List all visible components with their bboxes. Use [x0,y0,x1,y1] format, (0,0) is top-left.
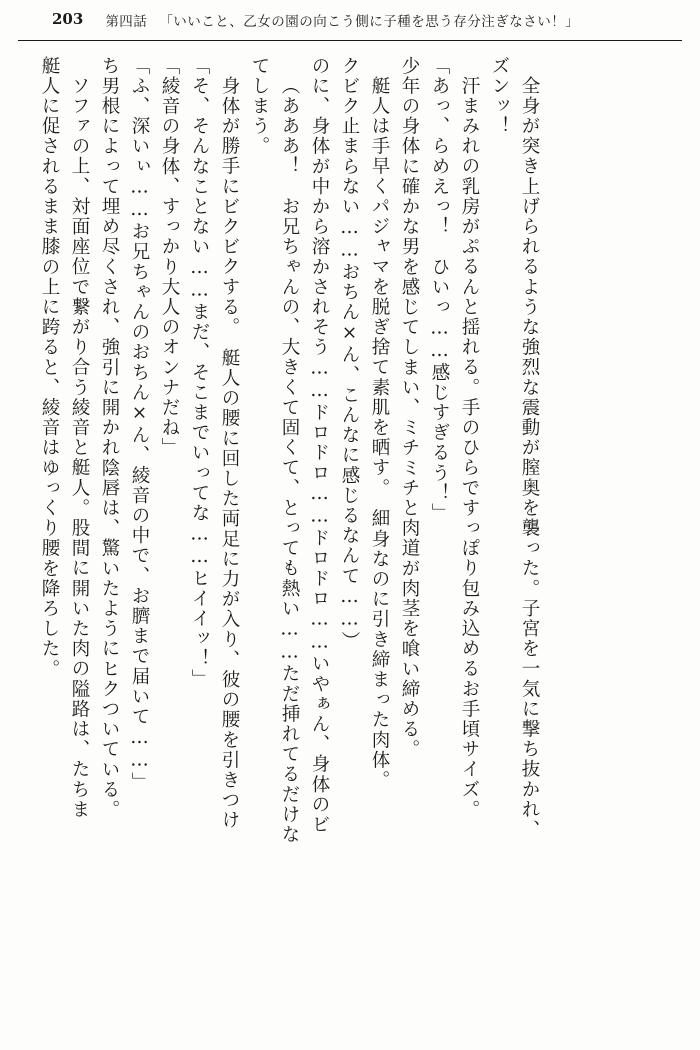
page-number: 203 [52,10,84,28]
text-column: 「そ、そんなことない……まだ、そこまでいってな……ヒイイッ！」 [189,56,210,690]
chapter-title: 「いいこと、乙女の園の向こう側に子種を思う存分注ぎなさい！」 [159,14,580,30]
text-column: 汗まみれの乳房がぷるんと揺れる。手のひらですっぽり包み込めるお手頃サイズ。 [459,76,480,820]
header-divider [18,40,682,41]
text-column: 艇人に促されるまま膝の上に跨ると、綾音はゆっくり腰を降ろした。 [39,56,60,680]
text-column: （あああ！ お兄ちゃんの、大きくて固くて、とっても熱い……ただ挿れてるだけな [279,76,300,845]
chapter-label: 第四話 [105,14,148,30]
text-column: 身体が勝手にビクビクする。 艇人の腰に回した両足に力が入り、彼の腰を引きつけ [219,76,240,831]
text-column: のに、身体が中から溶かされそう……ドロドロ……ドロドロ……いやぁん、身体のビ [309,56,330,835]
vertical-text-body [28,56,676,1024]
text-column: ち男根によって埋め尽くされ、強引に開かれ陰唇は、驚いたようにヒクついている。 [99,56,120,820]
text-column: ズンッ！ [489,56,510,137]
text-column: 「ふ、深いぃ……お兄ちゃんのおちん×ん、綾音の中で、お臍まで届いて……」 [129,56,150,793]
page-header [0,10,700,38]
text-column: ソファの上、対面座位で繋がり合う綾音と艇人。股間に開いた肉の隘路は、たちま [69,76,90,820]
text-column: クビク止まらない……おちん×ん、こんなに感じるなんて……） [339,56,360,652]
text-column: 少年の身体に確かな男を感じてしまい、ミチミチと肉道が肉茎を喰い締める。 [399,56,420,760]
text-column: 「綾音の身体、すっかり大人のオンナだね」 [159,56,180,458]
text-column: 全身が突き上げられるような強烈な震動が膣奥を襲った。子宮を一気に撃ち抜かれ、 [519,76,540,840]
text-column: てしまう。 [249,56,270,157]
text-column: 艇人は手早くパジャマを脱ぎ捨て素肌を晒す。 細身なのに引き締まった肉体。 [369,76,390,791]
text-column: 「あっ、らめえっ！ ひいっ……感じすぎるう！」 [429,56,450,524]
